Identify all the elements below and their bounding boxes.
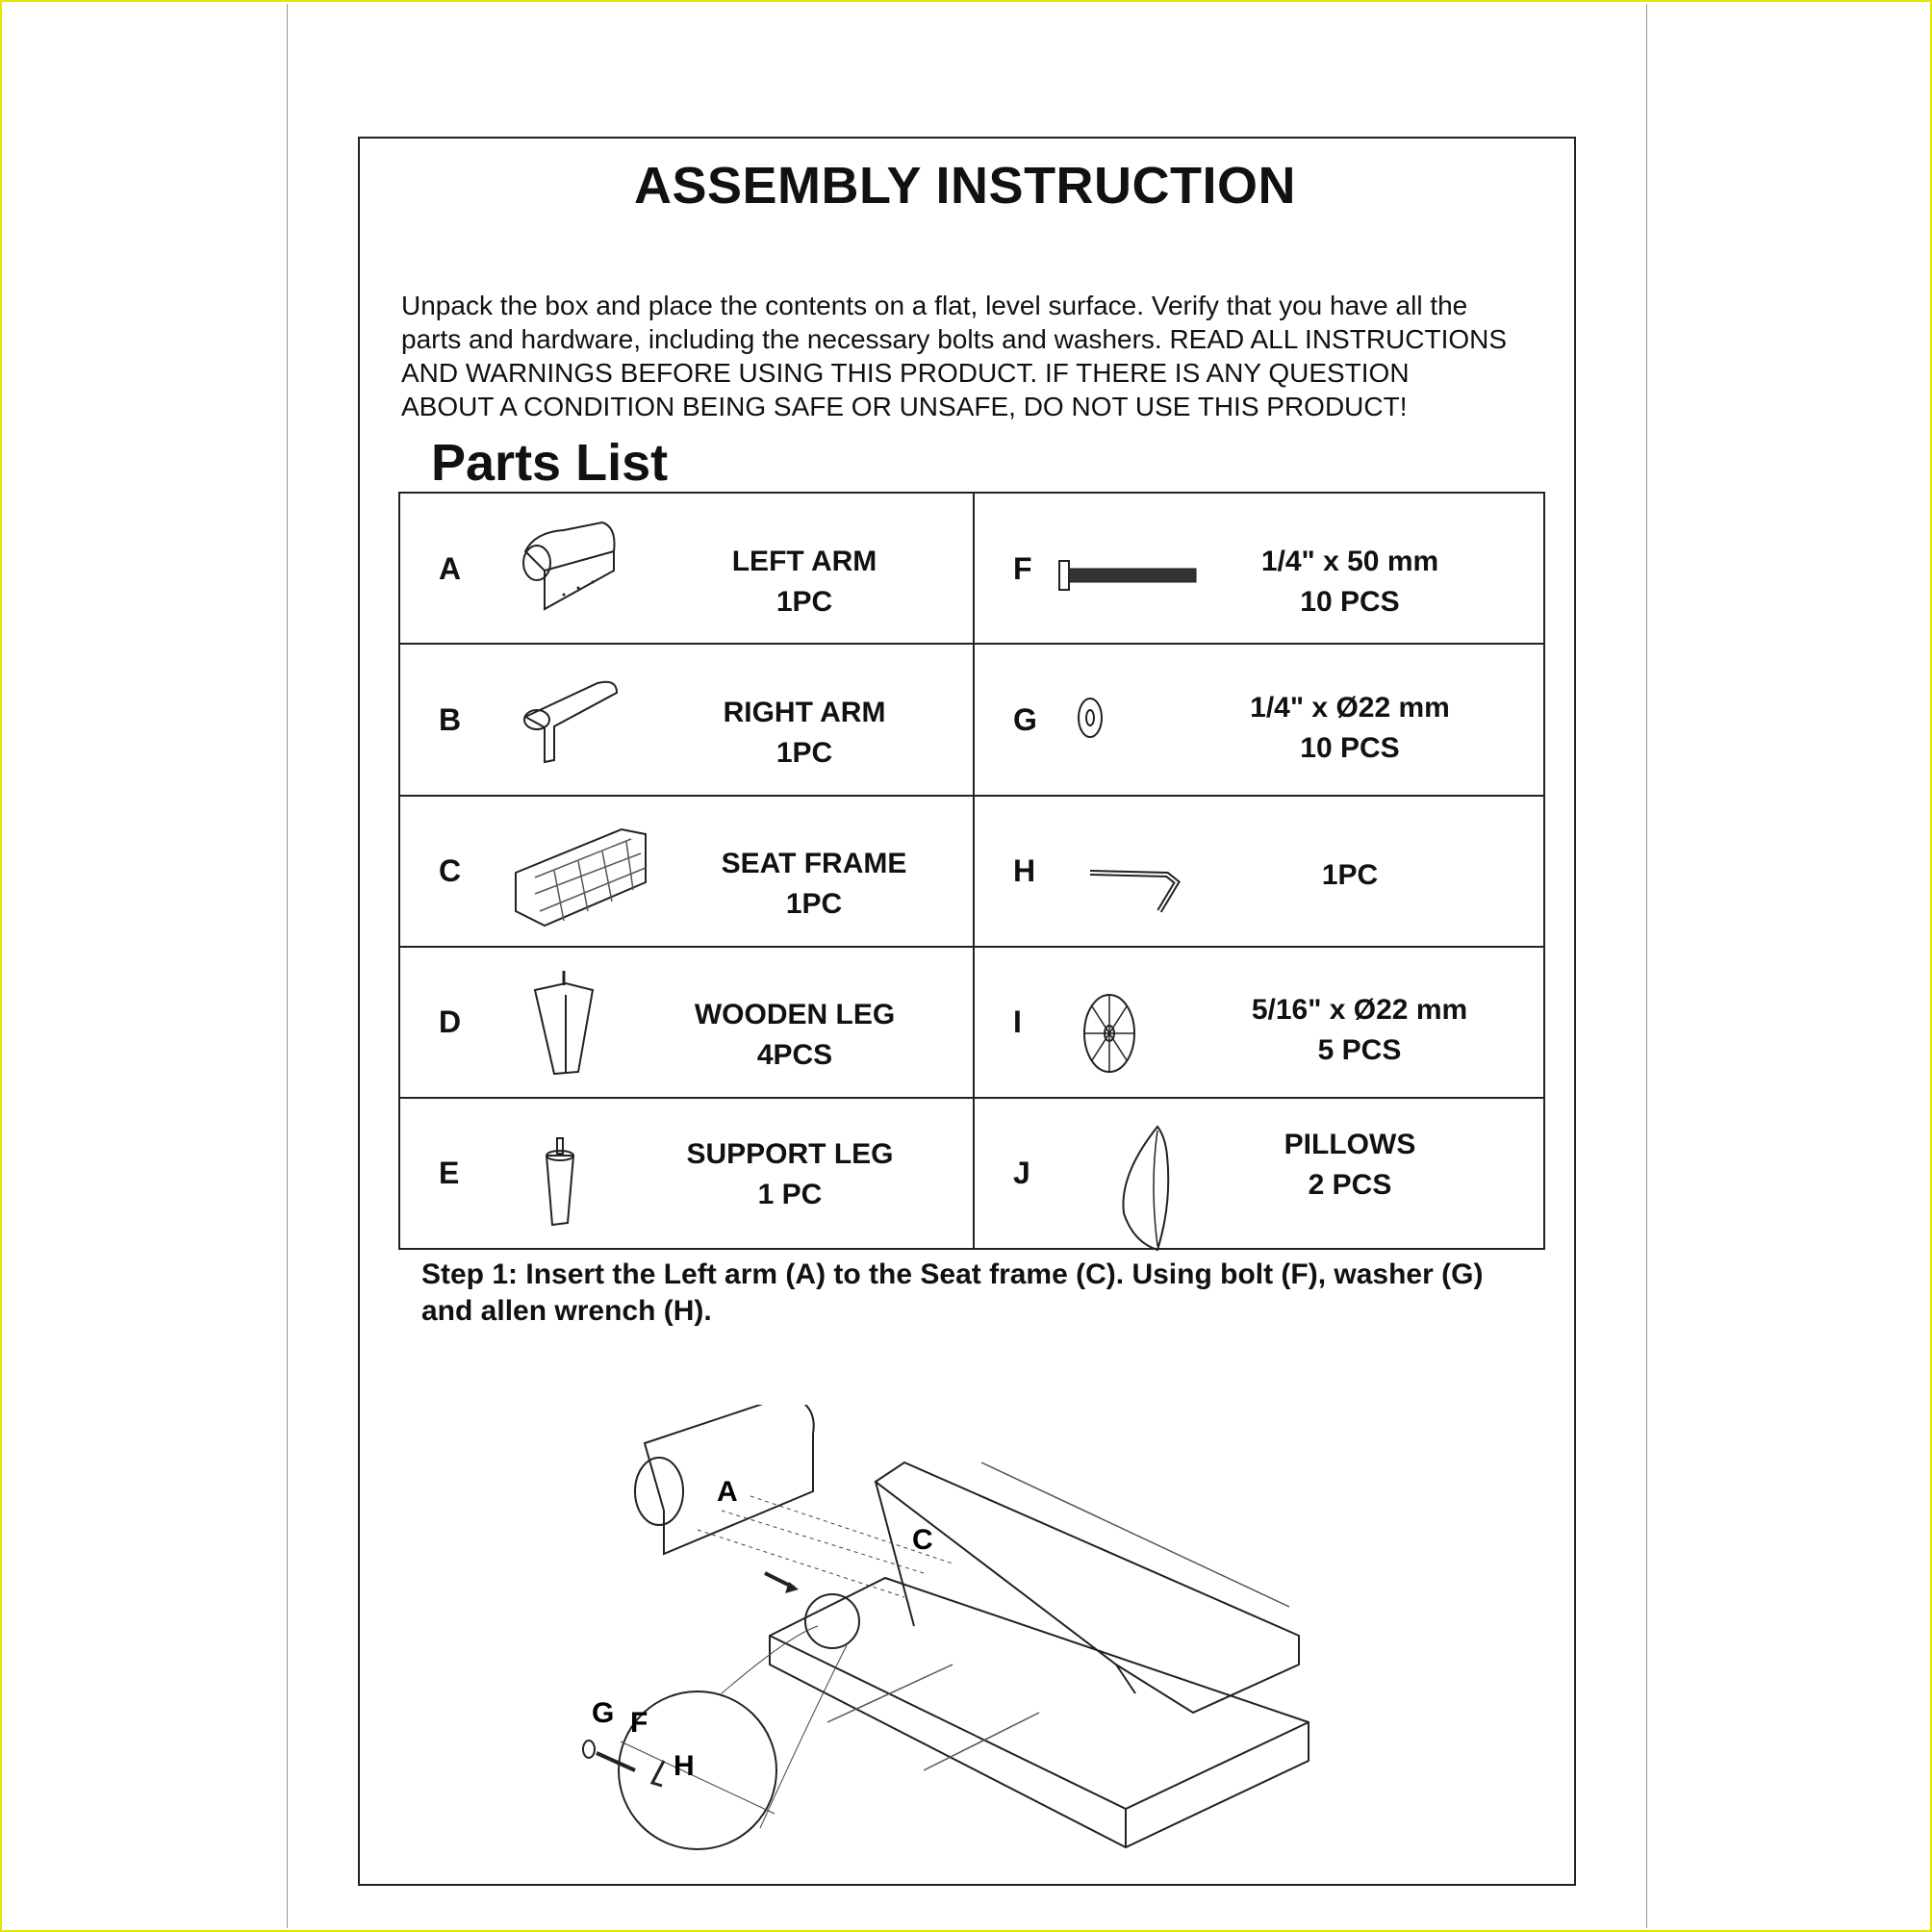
diagram-label-h: H: [674, 1750, 695, 1782]
part-cell-b: [400, 645, 973, 796]
diagram-label-g: G: [592, 1697, 615, 1729]
part-qty: 1PC: [785, 888, 843, 920]
part-name: SUPPORT LEG: [686, 1138, 894, 1170]
part-description: [660, 844, 968, 925]
diagram-label-a: A: [717, 1476, 738, 1508]
part-cell-h: [975, 796, 1547, 947]
part-name: 5/16" x Ø22 mm: [1251, 994, 1468, 1026]
part-qty: 1PC: [775, 586, 833, 618]
washer-icon: [1052, 664, 1225, 779]
part-description: [1206, 688, 1494, 769]
part-name: PILLOWS: [1284, 1129, 1416, 1160]
part-name: RIGHT ARM: [723, 697, 886, 728]
part-description: [650, 693, 958, 774]
part-description: [636, 1134, 944, 1215]
part-letter: H: [1013, 853, 1036, 888]
assembly-diagram: [500, 1405, 1328, 1857]
part-description: [1206, 1125, 1494, 1206]
part-cell-j: [975, 1098, 1547, 1249]
part-cell-f: [975, 494, 1547, 645]
parts-table: [398, 492, 1545, 1250]
seat-frame-icon: [506, 815, 679, 930]
part-letter: I: [1013, 1004, 1022, 1039]
part-description: [650, 542, 958, 623]
part-cell-d: [400, 947, 973, 1098]
intro-paragraph: Unpack the box and place the contents on a flat, level surface. Verify that you have all the parts and hardware, including the necessary bolts and washers. READ ALL INSTRUCTIONS AND WARNINGS BEFORE USING THIS PRODUCT. IF THERE IS ANY QUESTION ABOUT A CONDITION BEING SAFE OR UNSAFE, DO NOT USE THIS PRODUCT!: [401, 291, 1508, 421]
part-qty: 2 PCS: [1308, 1169, 1392, 1201]
part-description: [1206, 855, 1494, 896]
part-name: 1/4" x 50 mm: [1260, 546, 1439, 577]
part-letter: B: [439, 702, 462, 737]
part-cell-a: [400, 494, 973, 645]
part-description: [641, 995, 949, 1076]
page-title: ASSEMBLY INSTRUCTION: [633, 157, 1297, 215]
part-letter: G: [1013, 702, 1037, 737]
part-qty: 4PCS: [756, 1039, 833, 1071]
part-name: WOODEN LEG: [694, 999, 896, 1030]
part-cell-c: [400, 796, 973, 947]
parts-list-heading: Parts List: [431, 434, 669, 492]
part-name: LEFT ARM: [731, 546, 877, 577]
part-cell-g: [975, 645, 1547, 796]
part-letter: A: [439, 551, 462, 586]
part-qty: 10 PCS: [1300, 586, 1400, 618]
part-letter: C: [439, 853, 462, 888]
part-letter: D: [439, 1004, 462, 1039]
step-1-instruction: Step 1: Insert the Left arm (A) to the Seat frame (C). Using bolt (F), washer (G) and allen wrench (H).: [421, 1258, 1484, 1327]
part-name: 1/4" x Ø22 mm: [1250, 692, 1450, 724]
part-description: [1206, 990, 1513, 1071]
part-qty: 1PC: [775, 737, 833, 769]
diagram-label-c: C: [912, 1524, 933, 1556]
part-cell-i: [975, 947, 1547, 1098]
part-qty: 10 PCS: [1300, 732, 1400, 764]
part-description: [1206, 542, 1494, 623]
part-name: SEAT FRAME: [721, 848, 907, 879]
part-qty: 5 PCS: [1317, 1034, 1402, 1066]
part-cell-e: [400, 1098, 973, 1249]
part-qty: 1 PC: [757, 1179, 823, 1210]
diagram-label-f: F: [630, 1707, 648, 1739]
part-qty: 1PC: [1321, 859, 1379, 891]
part-letter: J: [1013, 1156, 1030, 1190]
part-letter: F: [1013, 551, 1032, 586]
part-letter: E: [439, 1156, 460, 1190]
